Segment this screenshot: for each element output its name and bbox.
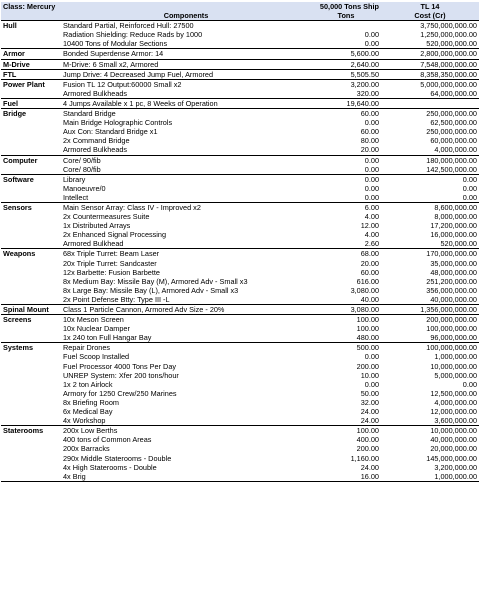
cost-cell: 520,000.00 [440, 239, 477, 249]
tons-cell: 0.00 [364, 183, 379, 193]
title-row [1, 2, 479, 11]
component-cell: 4x Brig [61, 472, 311, 482]
cost-cell: 0.00 [381, 174, 479, 184]
cost-cell: 1,000,000.00 [434, 352, 477, 362]
cost-cell: 7,548,000,000.00 [381, 59, 479, 69]
tons-cell: 24.00 [360, 407, 379, 417]
tons-cell: 6.00 [311, 202, 381, 212]
cost-cell: 100,000,000.00 [426, 324, 477, 334]
table-row [1, 362, 479, 371]
cost-cell: 35,000,000.00 [430, 258, 477, 268]
component-cell: Standard Partial, Reinforced Hull: 27500 [61, 21, 311, 31]
component-cell: 2x Countermeasures Suite [63, 212, 150, 222]
table-row [1, 333, 479, 343]
category-cell: Power Plant [1, 79, 61, 89]
tons-cell: 3,080.00 [311, 305, 381, 315]
category-cell [1, 286, 61, 295]
cost-cell: 60,000,000.00 [430, 136, 477, 146]
component-cell: 4x High Staterooms - Double [63, 462, 157, 472]
table-row [1, 277, 479, 286]
column-header-row [1, 11, 479, 21]
cost-cell: 10,000,000.00 [381, 426, 479, 436]
cost-cell: 520,000,000.00 [426, 39, 477, 49]
table-row [1, 343, 479, 353]
category-cell: M-Drive [1, 59, 61, 69]
table-row [1, 155, 479, 165]
category-cell [1, 259, 61, 268]
component-cell: 400 tons of Common Areas [63, 435, 152, 445]
category-cell [1, 30, 61, 39]
cost-cell: 17,200,000.00 [430, 221, 477, 231]
table-row [1, 145, 479, 155]
category-cell [1, 398, 61, 407]
component-cell: 10400 Tons of Modular Sections [63, 39, 168, 49]
table-row [1, 184, 479, 193]
category-cell [1, 127, 61, 136]
category-cell: Systems [1, 343, 61, 353]
cost-cell: 250,000,000.00 [381, 109, 479, 119]
category-cell [1, 324, 61, 333]
cost-cell: 2,800,000,000.00 [381, 49, 479, 59]
component-cell: Armored Bulkhead [63, 239, 124, 249]
table-row [1, 389, 479, 398]
component-cell: Core/ 80/fib [63, 164, 101, 174]
tons-cell: 20.00 [360, 145, 379, 155]
category-cell [1, 118, 61, 127]
category-cell [1, 407, 61, 416]
category-cell [1, 389, 61, 398]
category-cell [1, 136, 61, 145]
cost-cell: 40,000,000.00 [430, 294, 477, 304]
table-row [1, 212, 479, 221]
category-cell [1, 212, 61, 221]
category-cell [1, 145, 61, 155]
cost-cell: 48,000,000.00 [430, 267, 477, 277]
category-cell [1, 371, 61, 380]
table-row [1, 454, 479, 463]
cost-cell: 12,000,000.00 [430, 407, 477, 417]
table-row [1, 426, 479, 436]
cost-cell: 0.00 [462, 192, 477, 202]
component-cell: Fuel Processor 4000 Tons Per Day [63, 361, 177, 371]
tons-cell: 200.00 [356, 444, 379, 454]
table-row [1, 230, 479, 239]
tons-cell: 16.00 [311, 472, 381, 482]
category-cell [1, 444, 61, 453]
col-components: Components [61, 11, 311, 21]
class-label: Class: Mercury [1, 2, 61, 11]
tons-cell: 400.00 [356, 435, 379, 445]
category-cell [1, 380, 61, 389]
table-row [1, 305, 479, 315]
cost-cell: 142,500,000.00 [426, 164, 477, 174]
cost-cell: 16,000,000.00 [430, 230, 477, 240]
component-cell: 200x Barracks [63, 444, 110, 454]
tons-cell: 616.00 [356, 276, 379, 286]
component-cell: 12x Barbette: Fusion Barbette [63, 267, 160, 277]
table-row [1, 69, 479, 79]
table-row [1, 380, 479, 389]
table-row [1, 407, 479, 416]
table-row [1, 109, 479, 119]
cost-cell: 0.00 [462, 183, 477, 193]
component-cell: UNREP System: Xfer 200 tons/hour [63, 370, 179, 380]
tons-cell: 0.00 [364, 352, 379, 362]
table-row [1, 39, 479, 49]
table-row [1, 239, 479, 249]
component-cell: 68x Triple Turret: Beam Laser [61, 249, 311, 259]
component-cell: M-Drive: 6 Small x2, Armored [61, 59, 311, 69]
tons-cell: 60.00 [360, 267, 379, 277]
table-row [1, 193, 479, 203]
component-cell: Fuel Scoop Installed [63, 352, 130, 362]
cost-cell: 96,000,000.00 [430, 333, 477, 343]
tons-cell: 0.00 [311, 155, 381, 165]
cost-cell [381, 98, 479, 108]
category-cell [1, 193, 61, 203]
cost-cell: 145,000,000.00 [426, 453, 477, 463]
table-row [1, 295, 479, 305]
category-cell [1, 416, 61, 426]
cost-cell: 12,500,000.00 [430, 388, 477, 398]
ship-design-table [1, 2, 479, 482]
cost-cell: 8,000,000.00 [434, 212, 477, 222]
category-cell: Armor [1, 49, 61, 59]
cost-cell: 3,600,000.00 [434, 416, 477, 426]
category-cell: Computer [1, 155, 61, 165]
tons-cell: 0.00 [364, 30, 379, 40]
cost-cell: 62,500,000.00 [430, 118, 477, 128]
tons-cell: 100.00 [311, 315, 381, 325]
tons-cell: 50.00 [360, 388, 379, 398]
tons-cell: 32.00 [360, 397, 379, 407]
cost-cell: 0.00 [462, 379, 477, 389]
cost-cell: 250,000,000.00 [426, 127, 477, 137]
category-cell: Fuel [1, 98, 61, 108]
cost-cell: 4,000,000.00 [434, 397, 477, 407]
category-cell: FTL [1, 69, 61, 79]
category-cell: Weapons [1, 249, 61, 259]
table-row [1, 352, 479, 361]
category-cell [1, 165, 61, 175]
component-cell: 6x Medical Bay [63, 407, 113, 417]
tons-cell: 10.00 [360, 370, 379, 380]
category-cell [1, 463, 61, 472]
category-cell [1, 454, 61, 463]
table-row [1, 98, 479, 108]
component-cell: Manoeuvre/0 [63, 183, 106, 193]
tech-level: TL 14 [381, 2, 479, 11]
tons-cell: 2,640.00 [311, 59, 381, 69]
tons-cell: 60.00 [311, 109, 381, 119]
cost-cell: 20,000,000.00 [430, 444, 477, 454]
table-row [1, 118, 479, 127]
component-cell: Core/ 90/fib [61, 155, 311, 165]
tons-cell: 68.00 [311, 249, 381, 259]
component-cell: 2x Point Defense Btty: Type III -L [63, 294, 170, 304]
table-row [1, 202, 479, 212]
category-cell [1, 39, 61, 49]
category-cell [1, 89, 61, 99]
tons-cell: 0.00 [311, 174, 381, 184]
component-cell: Bonded Superdense Armor: 14 [61, 49, 311, 59]
cost-cell: 8,600,000.00 [381, 202, 479, 212]
table-row [1, 371, 479, 380]
component-cell: 290x Middle Staterooms - Double [63, 453, 172, 463]
tons-cell: 0.00 [364, 192, 379, 202]
tons-cell: 100.00 [356, 324, 379, 334]
table-row [1, 286, 479, 295]
tons-cell: 500.00 [311, 343, 381, 353]
category-cell: Bridge [1, 109, 61, 119]
table-row [1, 463, 479, 472]
table-row [1, 89, 479, 99]
component-cell: Main Bridge Holographic Controls [63, 118, 173, 128]
component-cell: Standard Bridge [61, 109, 311, 119]
col-tons: Tons [311, 11, 381, 21]
tons-cell: 3,200.00 [311, 79, 381, 89]
cost-cell: 5,000,000,000.00 [381, 79, 479, 89]
table-row [1, 249, 479, 259]
cost-cell: 1,250,000,000.00 [420, 30, 477, 40]
category-cell [1, 435, 61, 444]
tons-cell [311, 21, 381, 31]
table-row [1, 472, 479, 482]
cost-cell: 40,000,000.00 [430, 435, 477, 445]
component-cell: 200x Low Berths [61, 426, 311, 436]
component-cell: Class 1 Particle Cannon, Armored Adv Size - 20% [61, 305, 311, 315]
tons-cell: 0.00 [364, 39, 379, 49]
cost-cell: 180,000,000.00 [381, 155, 479, 165]
table-row [1, 136, 479, 145]
table-row [1, 30, 479, 39]
tons-cell: 2.60 [364, 239, 379, 249]
tons-ship-label: 50,000 Tons Ship [311, 2, 381, 11]
tons-cell: 40.00 [360, 294, 379, 304]
table-row [1, 21, 479, 31]
component-cell: 8x Medium Bay: Missile Bay (M), Armored Adv - Small x3 [63, 276, 248, 286]
table-row [1, 268, 479, 277]
tons-cell: 200.00 [356, 361, 379, 371]
component-cell: Repair Drones [61, 343, 311, 353]
table-row [1, 174, 479, 184]
tons-cell: 19,640.00 [311, 98, 381, 108]
component-cell: 10x Nuclear Damper [63, 324, 130, 334]
table-row [1, 165, 479, 175]
category-cell [1, 230, 61, 239]
category-cell [1, 333, 61, 343]
component-cell: 1x 2 ton Airlock [63, 379, 113, 389]
category-cell [1, 362, 61, 371]
cost-cell: 170,000,000.00 [381, 249, 479, 259]
category-cell: Sensors [1, 202, 61, 212]
table-row [1, 49, 479, 59]
component-cell: Main Sensor Array: Class IV - Improved x2 [61, 202, 311, 212]
tons-cell: 60.00 [360, 127, 379, 137]
category-cell [1, 352, 61, 361]
category-cell [1, 277, 61, 286]
component-cell: 10x Meson Screen [61, 315, 311, 325]
tons-cell: 4.00 [364, 230, 379, 240]
component-cell: 1x Distributed Arrays [63, 221, 131, 231]
tons-cell: 0.00 [364, 118, 379, 128]
component-cell: Jump Drive: 4 Decreased Jump Fuel, Armored [61, 69, 311, 79]
cost-cell: 356,000,000.00 [426, 285, 477, 295]
category-cell: Screens [1, 315, 61, 325]
category-cell [1, 184, 61, 193]
cost-cell: 200,000,000.00 [381, 315, 479, 325]
cost-cell: 100,000,000.00 [381, 343, 479, 353]
table-row [1, 435, 479, 444]
category-cell [1, 239, 61, 249]
tons-cell: 24.00 [360, 462, 379, 472]
component-cell: Fusion TL 12 Output:60000 Small x2 [61, 79, 311, 89]
component-cell: Armory for 1250 Crew/250 Marines [63, 388, 177, 398]
component-cell: 4x Workshop [63, 416, 106, 426]
component-cell: Intellect [63, 192, 89, 202]
category-cell [1, 472, 61, 482]
component-cell: Library [61, 174, 311, 184]
table-row [1, 416, 479, 426]
table-row [1, 127, 479, 136]
cost-cell: 4,000,000.00 [434, 145, 477, 155]
col-cost: Cost (Cr) [381, 11, 479, 21]
cost-cell: 8,358,350,000.00 [381, 69, 479, 79]
cost-cell: 1,000,000.00 [381, 472, 479, 482]
tons-cell: 3,080.00 [350, 285, 379, 295]
tons-cell: 320.00 [356, 88, 379, 98]
cost-cell: 5,000,000.00 [434, 370, 477, 380]
component-cell: Armored Bulkheads [63, 145, 128, 155]
category-cell: Staterooms [1, 426, 61, 436]
component-cell: 8x Large Bay: Missile Bay (L), Armored Adv - Small x3 [63, 285, 239, 295]
table-row [1, 324, 479, 333]
category-cell [1, 268, 61, 277]
table-row [1, 221, 479, 230]
category-cell [1, 221, 61, 230]
cost-cell: 3,750,000,000.00 [381, 21, 479, 31]
tons-cell: 5,600.00 [311, 49, 381, 59]
component-cell: Radiation Shielding: Reduce Rads by 1000 [63, 30, 203, 40]
tons-cell: 20.00 [360, 258, 379, 268]
category-cell: Hull [1, 21, 61, 31]
component-cell: Aux Con: Standard Bridge x1 [63, 127, 158, 137]
category-cell: Software [1, 174, 61, 184]
cost-cell: 251,200,000.00 [426, 276, 477, 286]
category-cell [1, 295, 61, 305]
component-cell: 4 Jumps Available x 1 pc, 8 Weeks of Operation [61, 98, 311, 108]
component-cell: 2x Enhanced Signal Processing [63, 230, 167, 240]
category-cell: Spinal Mount [1, 305, 61, 315]
cost-cell: 10,000,000.00 [430, 361, 477, 371]
tons-cell: 100.00 [311, 426, 381, 436]
table-row [1, 259, 479, 268]
tons-cell: 12.00 [360, 221, 379, 231]
component-cell: 8x Briefing Room [63, 397, 119, 407]
tons-cell: 80.00 [360, 136, 379, 146]
table-row [1, 444, 479, 453]
table-row [1, 59, 479, 69]
cost-cell: 3,200,000.00 [434, 462, 477, 472]
tons-cell: 4.00 [364, 212, 379, 222]
tons-cell: 1,160.00 [350, 453, 379, 463]
table-row [1, 398, 479, 407]
cost-cell: 1,356,000,000.00 [381, 305, 479, 315]
component-cell: 1x 240 ton Full Hangar Bay [63, 333, 152, 343]
tons-cell: 0.00 [364, 379, 379, 389]
table-row [1, 315, 479, 325]
component-cell: 20x Triple Turret: Sandcaster [63, 258, 157, 268]
tons-cell: 24.00 [360, 416, 379, 426]
tons-cell: 480.00 [356, 333, 379, 343]
component-cell: Armored Bulkheads [63, 88, 128, 98]
cost-cell: 64,000,000.00 [430, 88, 477, 98]
component-cell: 2x Command Bridge [63, 136, 130, 146]
table-row [1, 79, 479, 89]
tons-cell: 0.00 [364, 164, 379, 174]
tons-cell: 5,505.50 [311, 69, 381, 79]
